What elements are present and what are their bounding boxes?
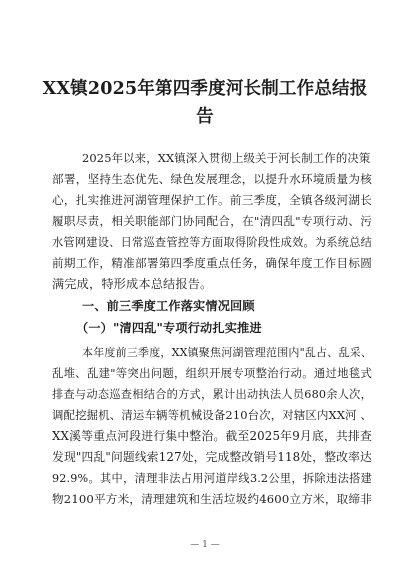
intro-line: 履职尽责，相关职能部门协同配合，在"清四乱"专项行动、污 [52,214,372,228]
intro-line: 2025年以来，XX镇深入贯彻上级关于河长制工作的决策 [82,151,371,165]
intro-line: 满完成，特形成本总结报告。 [52,277,213,291]
page-number: — 1 — [190,540,220,550]
intro-line: 水管网建设、日常巡查管控等方面取得阶段性成效。为系统总结 [52,236,372,249]
intro-line: 前期工作，精准部署第四季度重点任务，确保年度工作目标圆 [52,256,372,270]
intro-line: 心，扎实推进河湖管理保护工作。前三季度，全镇各级河湖长 [52,193,372,207]
subsection-heading: （一）"清四乱"专项行动扎实推进 [76,321,262,335]
body-line: 调配挖掘机、清运车辆等机械设备210台次，对辖区内XX河 、 [52,408,372,422]
body-line: XX溪等重点河段进行集中整治。截至2025年9月底，共排查 [52,429,372,443]
body-line: 发现"四乱"问题线索127处，完成整改销号118处，整改率达 [52,450,372,464]
intro-line: 部署，坚持生态优先、绿色发展理念，以提升水环境质量为核 [52,172,372,186]
body-line: 92.9%。其中，清理非法占用河道岸线3.2公里，拆除违法搭建 [52,472,372,485]
body-line: 排查与动态巡查相结合的方式，累计出动执法人员680余人次， [52,388,372,401]
body-line: 物2100平方米，清理建筑和生活垃圾约4600立方米，取缔非 [52,492,372,506]
body-line: 本年度前三季度，XX镇聚焦河湖管理范围内"乱占、乱采、 [82,346,372,359]
document-title: XX镇2025年第四季度河长制工作总结报 [42,79,368,99]
body-line: 乱堆、乱建"等突出问题，组织开展专项整治行动。通过地毯式 [52,366,372,380]
section-heading: 一、前三季度工作落实情况回顾 [82,299,255,313]
document-title-continued: 告 [196,107,214,127]
